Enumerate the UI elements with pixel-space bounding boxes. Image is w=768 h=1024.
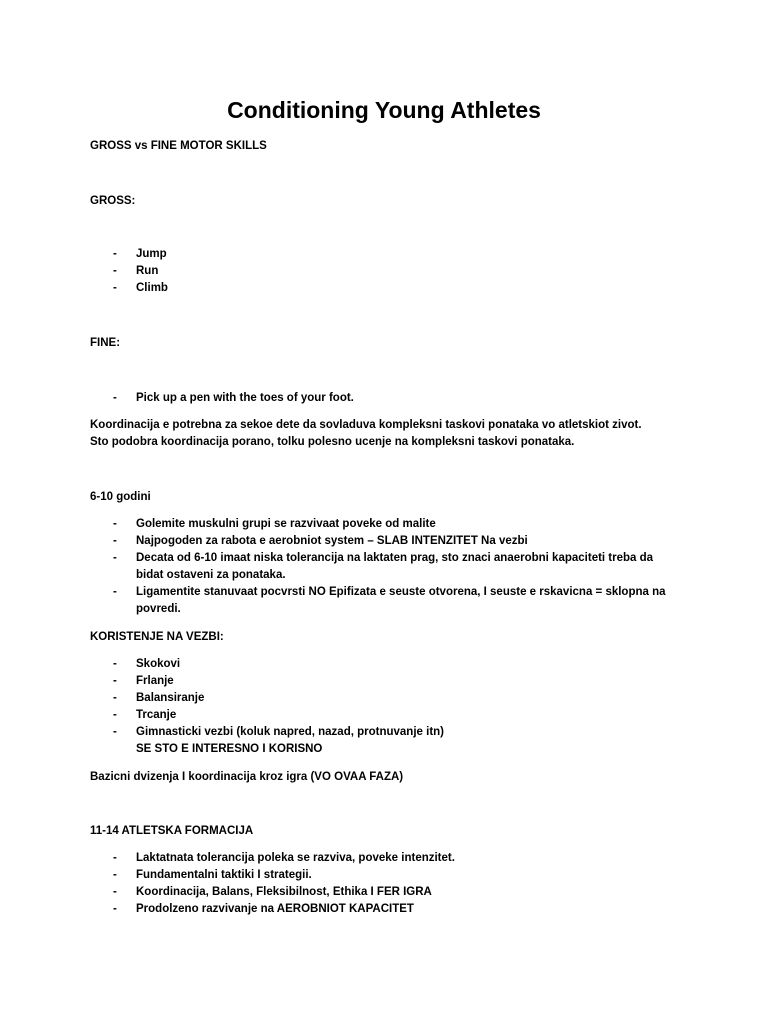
list-item-text: Laktatnata tolerancija poleka se razviva, poveke intenzitet. (136, 852, 455, 864)
list-item-text: Fundamentalni taktiki I strategii. (136, 869, 312, 881)
bullet-dash: - (113, 586, 117, 598)
list-item-text: Trcanje (136, 709, 177, 721)
list-item-text: Pick up a pen with the toes of your foot. (136, 392, 354, 404)
bullet-dash: - (113, 552, 117, 564)
heading-6-10-godini: 6-10 godini (90, 491, 151, 503)
list-item (0, 390, 676, 407)
list-item-text: Frlanje (136, 675, 174, 687)
bazicni-paragraph: Bazicni dvizenja I koordinacija kroz igra (VO OVAA FAZA) (90, 771, 404, 783)
age-6-10-list (0, 516, 676, 618)
list-item (0, 550, 676, 584)
fine-label: FINE: (90, 337, 121, 349)
bullet-dash: - (113, 675, 117, 687)
list-item-text: Balansiranje (136, 692, 205, 704)
list-item (0, 673, 676, 690)
bullet-dash: - (113, 265, 117, 277)
list-item (0, 867, 676, 884)
list-item (0, 850, 676, 867)
gross-label: GROSS: (90, 195, 136, 207)
list-item (0, 280, 676, 297)
list-item (0, 533, 676, 550)
koristenje-note: SE STO E INTERESNO I KORISNO (136, 743, 323, 755)
list-item (0, 707, 676, 724)
bullet-dash: - (113, 886, 117, 898)
list-item (0, 263, 676, 280)
list-item (0, 690, 676, 707)
list-item-text: Climb (136, 282, 168, 294)
list-item-text: Koordinacija, Balans, Fleksibilnost, Ethika I FER IGRA (136, 886, 432, 898)
bullet-dash: - (113, 692, 117, 704)
list-item (0, 884, 676, 901)
bullet-dash: - (113, 869, 117, 881)
list-item (0, 656, 676, 673)
gross-list (0, 246, 676, 297)
bullet-dash: - (113, 852, 117, 864)
list-item-text: Run (136, 265, 159, 277)
bullet-dash: - (113, 282, 117, 294)
bullet-dash: - (113, 709, 117, 721)
list-item-text: Skokovi (136, 658, 181, 670)
list-item (0, 901, 676, 918)
list-item (0, 584, 676, 618)
heading-11-14: 11-14 ATLETSKA FORMACIJA (90, 825, 254, 837)
bullet-dash: - (113, 658, 117, 670)
list-item-text: Golemite muskulni grupi se razvivaat poveke od malite (136, 518, 436, 530)
bullet-dash: - (113, 518, 117, 530)
fine-list (0, 390, 676, 407)
list-item-text: Decata od 6-10 imaat niska tolerancija na laktaten prag, sto znaci anaerobni kapaciteti treba da bidat ostaveni za ponataka. (136, 552, 654, 581)
list-item-text: Prodolzeno razvivanje na AEROBNIOT KAPACITET (136, 903, 414, 915)
koristenje-list (0, 656, 676, 758)
koordinacija-paragraph: Koordinacija e potrebna za sekoe dete da sovladuva kompleksni taskovi ponataka vo atletskiot zivot. Sto podobra koordinacija porano, tolku polesno ucenje na kompleksni taskovi ponataka. (90, 419, 642, 448)
list-item-text: Jump (136, 248, 167, 260)
list-item-text: Najpogoden za rabota e aerobniot system – SLAB INTENZITET Na vezbi (136, 535, 528, 547)
page-title: Conditioning Young Athletes (227, 97, 541, 123)
list-item (0, 246, 676, 263)
bullet-dash: - (113, 903, 117, 915)
list-item (0, 724, 676, 758)
list-item-text: Gimnasticki vezbi (koluk napred, nazad, protnuvanje itn) (136, 726, 445, 738)
bullet-dash: - (113, 535, 117, 547)
heading-gross-vs-fine: GROSS vs FINE MOTOR SKILLS (90, 140, 267, 152)
age-11-14-list (0, 850, 676, 918)
bullet-dash: - (113, 726, 117, 738)
bullet-dash: - (113, 392, 117, 404)
bullet-dash: - (113, 248, 117, 260)
heading-koristenje: KORISTENJE NA VEZBI: (90, 631, 224, 643)
list-item-text: Ligamentite stanuvaat pocvrsti NO Epifizata e seuste otvorena, I seuste e rskavicna = sklopna na povredi. (136, 586, 666, 615)
list-item (0, 516, 676, 533)
